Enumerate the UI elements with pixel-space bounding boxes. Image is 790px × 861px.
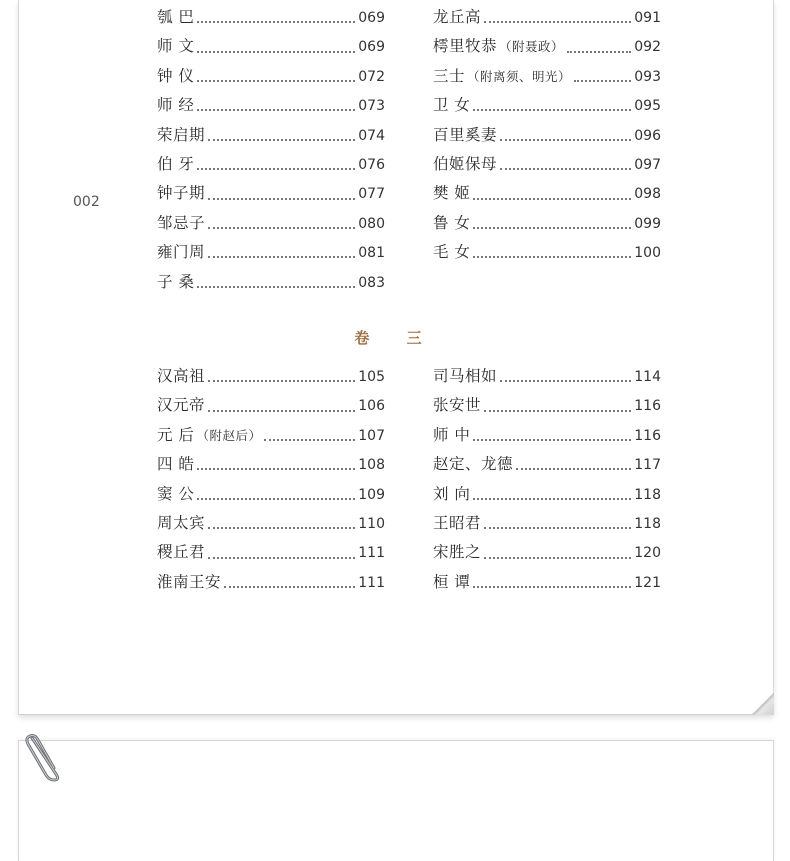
leader-dots xyxy=(473,197,631,200)
toc-entry-page: 073 xyxy=(358,98,385,115)
toc-entry xyxy=(433,5,661,34)
leader-dots xyxy=(197,497,355,500)
toc-entry-page: 093 xyxy=(634,68,661,85)
toc-entry-title: 汉高祖 xyxy=(157,367,206,385)
toc-entry-page: 081 xyxy=(358,245,385,262)
toc-entry xyxy=(157,93,385,122)
page-curl xyxy=(752,693,774,715)
toc-entry-page: 109 xyxy=(358,486,385,503)
toc-entry-note: （附赵后） xyxy=(196,427,262,443)
toc-entry-page: 077 xyxy=(358,186,385,203)
toc-entry-title: 元 后 xyxy=(157,425,195,444)
toc-entry-page: 116 xyxy=(634,398,661,415)
toc-column-bottom-left xyxy=(157,364,385,599)
leader-dots xyxy=(473,497,631,500)
leader-dots xyxy=(500,379,631,382)
toc-entry xyxy=(157,270,385,299)
toc-entry-title: 卫 女 xyxy=(433,96,471,115)
toc-entry-title: 伯 牙 xyxy=(157,154,195,173)
toc-entry-page: 092 xyxy=(634,39,661,56)
toc-entry-page: 111 xyxy=(358,574,385,591)
toc-entry xyxy=(157,452,385,481)
toc-entry-page: 072 xyxy=(358,68,385,85)
toc-entry-page: 108 xyxy=(358,457,385,474)
leader-dots xyxy=(208,197,355,200)
leader-dots xyxy=(473,585,631,588)
leader-dots xyxy=(208,138,355,141)
next-page xyxy=(18,740,774,861)
toc-entry-title: 稷丘君 xyxy=(157,543,206,562)
leader-dots xyxy=(473,438,631,441)
toc-entry-page: 120 xyxy=(634,545,661,562)
toc-entry xyxy=(433,570,661,599)
toc-entry-title: 赵定、龙德 xyxy=(433,455,514,474)
toc-entry-page: 118 xyxy=(634,515,661,532)
toc-entry-page: 098 xyxy=(634,186,661,203)
leader-dots xyxy=(197,20,355,23)
leader-dots xyxy=(484,20,631,23)
toc-entry-page: 106 xyxy=(358,398,385,415)
toc-entry-title: 樊 姬 xyxy=(433,184,471,203)
toc-entry xyxy=(157,511,385,540)
toc-entry-page: 110 xyxy=(358,515,385,532)
leader-dots xyxy=(197,167,355,170)
leader-dots xyxy=(473,108,631,111)
toc-entry xyxy=(157,123,385,152)
toc-entry xyxy=(433,93,661,122)
toc-entry-page: 097 xyxy=(634,156,661,173)
toc-entry xyxy=(157,364,385,393)
toc-column-top-right xyxy=(433,5,661,270)
toc-page xyxy=(18,0,774,715)
toc-entry xyxy=(433,123,661,152)
leader-dots xyxy=(208,409,355,412)
toc-column-top-left xyxy=(157,5,385,299)
leader-dots xyxy=(567,50,631,53)
toc-entry-title: 雍门周 xyxy=(157,243,206,262)
toc-entry-title: 王昭君 xyxy=(433,513,482,532)
toc-entry-title: 子 桑 xyxy=(157,272,195,291)
toc-entry-title: 邹忌子 xyxy=(157,213,206,232)
toc-entry-page: 096 xyxy=(634,127,661,144)
leader-dots xyxy=(208,255,355,258)
toc-entry-note: （附聂政） xyxy=(499,39,565,55)
toc-entry-title: 张安世 xyxy=(433,396,482,415)
toc-entry xyxy=(157,152,385,181)
toc-entry xyxy=(157,34,385,63)
toc-entry xyxy=(433,152,661,181)
leader-dots xyxy=(484,556,631,559)
toc-entry-title: 鲁 女 xyxy=(433,213,471,232)
toc-entry-page: 099 xyxy=(634,215,661,232)
leader-dots xyxy=(574,79,631,82)
toc-entry-title: 伯姬保母 xyxy=(433,154,498,173)
toc-entry xyxy=(157,240,385,269)
toc-entry xyxy=(157,570,385,599)
toc-entry-title: 樗里牧恭 xyxy=(433,37,498,56)
leader-dots xyxy=(473,226,631,229)
toc-entry xyxy=(433,540,661,569)
toc-entry-title: 钟子期 xyxy=(157,184,206,203)
toc-entry xyxy=(157,482,385,511)
toc-entry-page: 111 xyxy=(358,545,385,562)
toc-entry-page: 076 xyxy=(358,156,385,173)
toc-entry-title: 钟 仪 xyxy=(157,66,195,85)
toc-entry xyxy=(157,211,385,240)
toc-entry-page: 091 xyxy=(634,10,661,26)
toc-entry xyxy=(157,540,385,569)
leader-dots xyxy=(484,409,631,412)
leader-dots xyxy=(208,226,355,229)
leader-dots xyxy=(500,167,631,170)
toc-entry-title: 刘 向 xyxy=(433,484,471,503)
toc-entry-page: 116 xyxy=(634,427,661,444)
toc-entry-page: 105 xyxy=(358,369,385,385)
toc-entry-page: 069 xyxy=(358,10,385,26)
toc-entry-page: 069 xyxy=(358,39,385,56)
toc-entry-page: 107 xyxy=(358,427,385,444)
toc-entry-title: 毛 女 xyxy=(433,243,471,262)
toc-entry-page: 121 xyxy=(634,574,661,591)
toc-entry-note: （附离须、明光） xyxy=(467,68,572,84)
toc-entry xyxy=(157,5,385,34)
toc-entry xyxy=(433,240,661,269)
toc-entry xyxy=(433,181,661,210)
toc-entry-page: 095 xyxy=(634,98,661,115)
leader-dots xyxy=(484,526,631,529)
toc-entry xyxy=(433,64,661,93)
toc-entry-title: 窦 公 xyxy=(157,484,195,503)
toc-entry-title: 四 皓 xyxy=(157,455,195,474)
volume-heading: 卷 三 xyxy=(354,329,438,347)
toc-entry-title: 周太宾 xyxy=(157,513,206,532)
leader-dots xyxy=(197,108,355,111)
toc-entry xyxy=(433,364,661,393)
toc-entry-title: 汉元帝 xyxy=(157,396,206,415)
toc-entry xyxy=(433,211,661,240)
toc-entry-page: 114 xyxy=(634,369,661,385)
toc-entry-page: 074 xyxy=(358,127,385,144)
toc-entry xyxy=(433,423,661,452)
leader-dots xyxy=(224,585,355,588)
toc-entry-page: 100 xyxy=(634,245,661,262)
toc-entry-title: 三士 xyxy=(433,66,466,85)
toc-entry-page: 118 xyxy=(634,486,661,503)
toc-entry-title: 师 中 xyxy=(433,425,471,444)
leader-dots xyxy=(473,255,631,258)
toc-entry xyxy=(433,482,661,511)
leader-dots xyxy=(197,467,355,470)
leader-dots xyxy=(208,556,355,559)
toc-entry-title: 司马相如 xyxy=(433,367,498,385)
toc-entry xyxy=(157,393,385,422)
toc-entry-title: 龙丘高 xyxy=(433,8,482,26)
page-number: 002 xyxy=(73,194,100,210)
toc-entry xyxy=(433,511,661,540)
leader-dots xyxy=(208,379,355,382)
toc-entry-title: 师 文 xyxy=(157,37,195,56)
toc-column-bottom-right xyxy=(433,364,661,599)
toc-entry-title: 宋胜之 xyxy=(433,543,482,562)
toc-entry xyxy=(433,452,661,481)
toc-entry-page: 117 xyxy=(634,457,661,474)
toc-entry-title: 师 经 xyxy=(157,96,195,115)
leader-dots xyxy=(516,467,631,470)
toc-entry-title: 百里奚妻 xyxy=(433,125,498,144)
toc-entry-page: 083 xyxy=(358,274,385,291)
leader-dots xyxy=(197,285,355,288)
toc-entry xyxy=(433,34,661,63)
toc-entry xyxy=(157,181,385,210)
toc-entry-title: 桓 谭 xyxy=(433,572,471,591)
toc-entry xyxy=(433,393,661,422)
leader-dots xyxy=(264,438,355,441)
toc-entry-title: 淮南王安 xyxy=(157,572,222,591)
toc-entry xyxy=(157,423,385,452)
toc-entry-title: 瓠 巴 xyxy=(157,8,195,26)
leader-dots xyxy=(197,50,355,53)
toc-entry xyxy=(157,64,385,93)
toc-entry-page: 080 xyxy=(358,215,385,232)
leader-dots xyxy=(208,526,355,529)
paperclip-icon xyxy=(22,730,66,782)
toc-entry-title: 荣启期 xyxy=(157,125,206,144)
leader-dots xyxy=(197,79,355,82)
leader-dots xyxy=(500,138,631,141)
